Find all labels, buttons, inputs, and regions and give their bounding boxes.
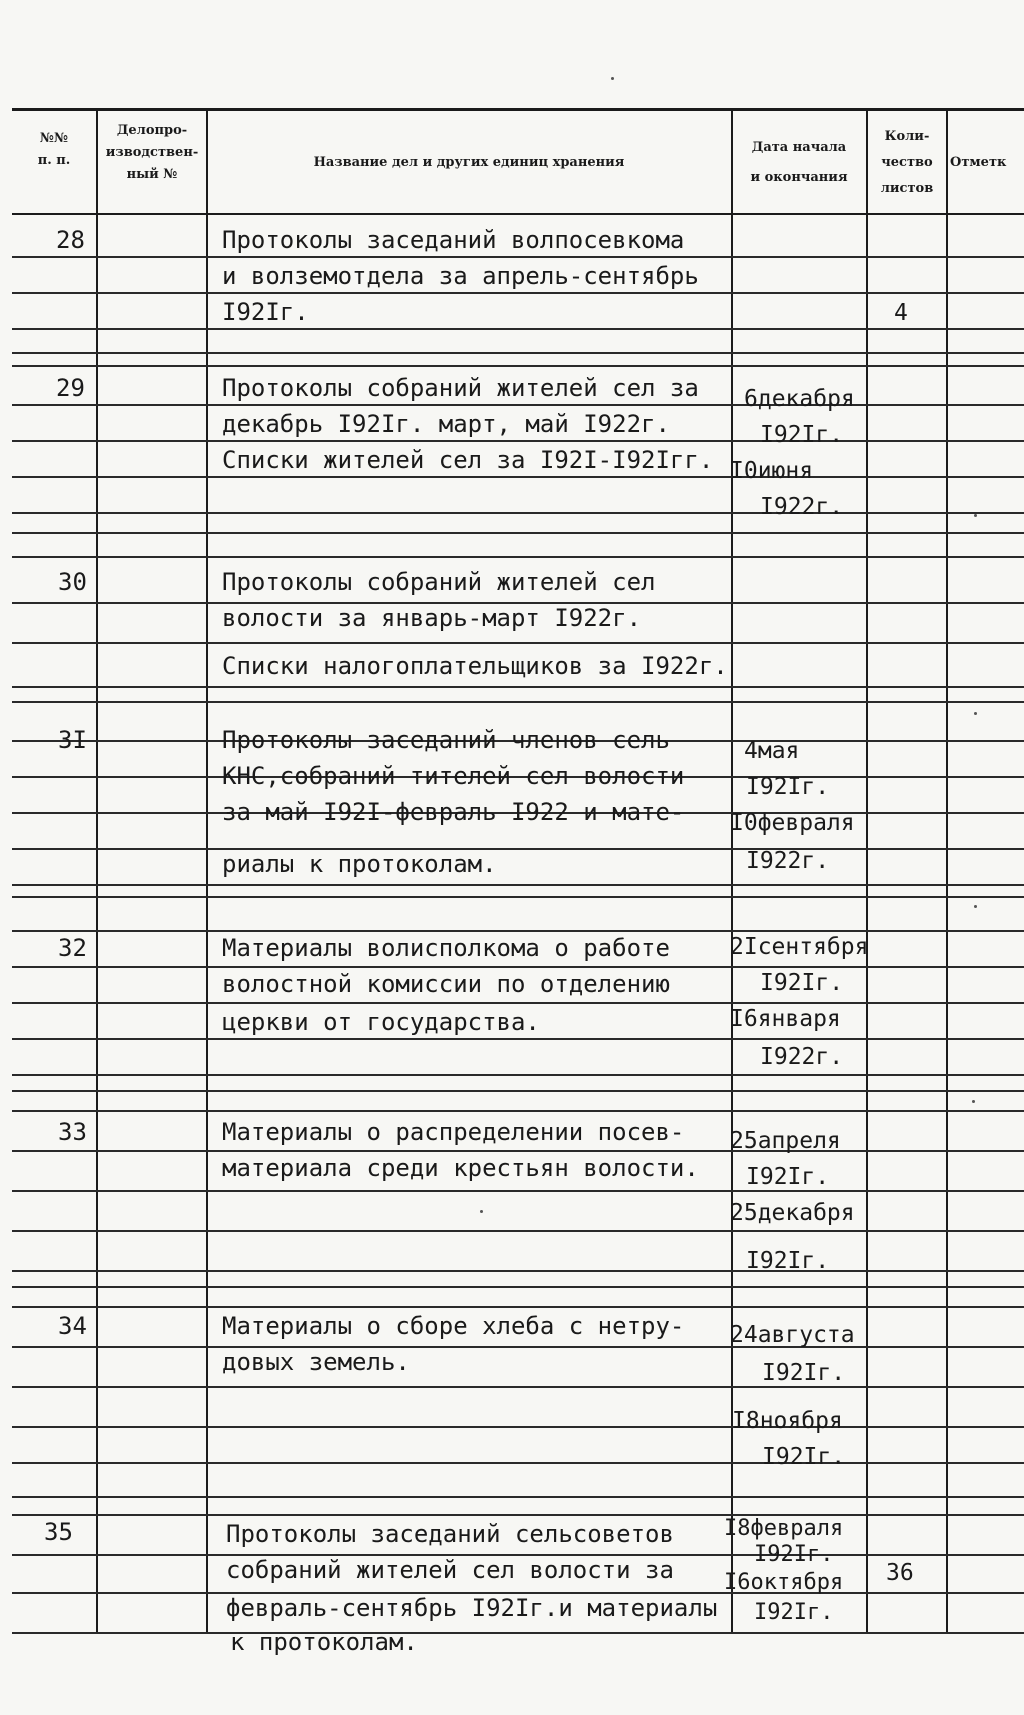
ruled-line — [12, 1426, 1024, 1428]
column-divider-1 — [96, 108, 98, 1633]
entry-title-line: и волземотдела за апрель-сентябрь — [222, 262, 699, 290]
ruled-line — [12, 848, 1024, 850]
ruled-line — [12, 1230, 1024, 1232]
entry-number: 3I — [58, 726, 87, 754]
entry-date: I6октября — [724, 1570, 844, 1595]
entry-title-line: Списки налогоплательщиков за I922г. — [222, 652, 728, 680]
column-divider-3 — [731, 108, 733, 1633]
entry-date: I92Iг. — [746, 774, 830, 800]
entry-number: 35 — [44, 1518, 73, 1546]
entry-title-line: КНС,собраний тителей сел волости — [222, 762, 685, 790]
scan-speck — [972, 1100, 975, 1103]
entry-date: I0июня — [730, 458, 814, 484]
scan-speck — [974, 514, 977, 517]
entry-title-line: волостной комиссии по отделению — [222, 970, 670, 998]
entry-date: 24августа — [730, 1322, 855, 1348]
ruled-line — [12, 1496, 1024, 1498]
scan-speck — [974, 905, 977, 908]
entry-date: I0февраля — [730, 810, 855, 836]
entry-number: 29 — [56, 374, 85, 402]
entry-title-line: I92Iг. — [222, 298, 309, 326]
entry-number: 32 — [58, 934, 87, 962]
header-col-office-number — [98, 120, 206, 186]
entry-title-line: Материалы волисполкома о работе — [222, 934, 670, 962]
ruled-line — [12, 1090, 1024, 1092]
entry-date: I92Iг. — [760, 970, 844, 996]
entry-sheet-count: 36 — [886, 1560, 914, 1586]
ruled-line — [12, 512, 1024, 514]
entry-sheet-count: 4 — [894, 300, 908, 326]
entry-title-line: Протоколы собраний жителей сел за — [222, 374, 699, 402]
header-line: изводствен- — [105, 145, 199, 160]
header-line: Название дел и других единиц хранения — [313, 155, 625, 170]
ruled-line — [12, 476, 1024, 478]
column-divider-5 — [946, 108, 948, 1633]
entry-date: 6декабря — [744, 386, 855, 412]
entry-title-line: Материалы о сборе хлеба с нетру- — [222, 1312, 685, 1340]
ruled-line — [12, 1632, 1024, 1634]
ruled-line — [12, 440, 1024, 442]
ruled-line — [12, 1346, 1024, 1348]
entry-date: 25апреля — [730, 1128, 841, 1154]
entry-title-line: довых земель. — [222, 1348, 410, 1376]
entry-date: I922г. — [760, 1044, 844, 1070]
ruled-line — [12, 1270, 1024, 1272]
ruled-line — [12, 1038, 1024, 1040]
header-col-number — [14, 128, 94, 172]
entry-date: 4мая — [744, 738, 800, 764]
scan-speck — [611, 77, 614, 80]
entry-title-line: Материалы о распределении посев- — [222, 1118, 685, 1146]
ruled-line — [12, 404, 1024, 406]
entry-title-line: Протоколы заседаний волпосевкома — [222, 226, 685, 254]
entry-title-line: Протоколы заседаний членов сель — [222, 726, 670, 754]
entry-date: I6января — [730, 1006, 841, 1032]
ruled-line — [12, 352, 1024, 354]
header-line: Отметк — [950, 155, 1007, 170]
header-line: листов — [880, 181, 934, 196]
entry-date: I92Iг. — [746, 1248, 830, 1274]
ruled-line — [12, 642, 1024, 644]
entry-date: 25декабря — [730, 1200, 855, 1226]
ruled-line — [12, 1002, 1024, 1004]
entry-title-line: Протоколы собраний жителей сел — [222, 568, 656, 596]
ruled-line — [12, 365, 1024, 367]
ruled-line — [12, 556, 1024, 558]
ruled-line — [12, 1386, 1024, 1388]
entry-number: 33 — [58, 1118, 87, 1146]
entry-date: I922г. — [760, 494, 844, 520]
entry-date: I92Iг. — [754, 1542, 834, 1567]
entry-title-line: за май I92I-февраль I922 и мате- — [222, 798, 685, 826]
header-col-title — [208, 152, 730, 174]
header-line: и окончания — [750, 170, 848, 185]
ruled-line — [12, 1306, 1024, 1308]
entry-title-line: декабрь I92Iг. март, май I922г. — [222, 410, 670, 438]
ruled-line — [12, 256, 1024, 258]
entry-title-line: волости за январь-март I922г. — [222, 604, 642, 632]
header-line: Коли- — [884, 129, 930, 144]
header-line: Дата начала — [751, 140, 847, 155]
entry-title-line: Протоколы заседаний сельсоветов — [226, 1520, 674, 1548]
ruled-line — [12, 1514, 1024, 1516]
entry-date: I92Iг. — [762, 1444, 846, 1470]
column-divider-2 — [206, 108, 208, 1633]
header-top-rule — [12, 108, 1024, 111]
entry-number: 28 — [56, 226, 85, 254]
ruled-line — [12, 686, 1024, 688]
entry-number: 34 — [58, 1312, 87, 1340]
entry-title-line: материала среди крестьян волости. — [222, 1154, 699, 1182]
entry-date: I92Iг. — [760, 422, 844, 448]
ruled-line — [12, 1190, 1024, 1192]
ruled-line — [12, 1074, 1024, 1076]
entry-date: I92Iг. — [746, 1164, 830, 1190]
entry-date: 2Iсентября — [730, 934, 869, 960]
header-line: ный № — [126, 167, 178, 182]
header-col-sheet-count — [868, 124, 946, 202]
entry-date: I92Iг. — [762, 1360, 846, 1386]
entry-date: I92Iг. — [754, 1600, 834, 1625]
entry-title-line: церкви от государства. — [222, 1008, 540, 1036]
entry-date: I8февраля — [724, 1516, 844, 1541]
entry-title-line: собраний жителей сел волости за — [226, 1556, 674, 1584]
ruled-line — [12, 701, 1024, 703]
header-bottom-rule — [12, 213, 1024, 215]
ruled-line — [12, 896, 1024, 898]
scan-speck — [480, 1210, 483, 1213]
column-divider-4 — [866, 108, 868, 1633]
header-line: Делопро- — [116, 123, 188, 138]
entry-number: 30 — [58, 568, 87, 596]
header-col-notes — [950, 152, 1024, 174]
entry-date: I922г. — [746, 848, 830, 874]
entry-title-line: риалы к протоколам. — [222, 850, 497, 878]
ruled-line — [12, 1462, 1024, 1464]
entry-title-line: февраль-сентябрь I92Iг.и материалы — [226, 1594, 718, 1622]
ruled-line — [12, 966, 1024, 968]
ruled-line — [12, 532, 1024, 534]
header-line: №№ — [39, 131, 69, 146]
ruled-line — [12, 930, 1024, 932]
header-col-dates — [733, 133, 865, 193]
ruled-line — [12, 1286, 1024, 1288]
header-line: п. п. — [37, 153, 71, 168]
ruled-line — [12, 1150, 1024, 1152]
ruled-line — [12, 884, 1024, 886]
ruled-line — [12, 328, 1024, 330]
ruled-line — [12, 1110, 1024, 1112]
entry-title-line: Списки жителей сел за I92I-I92Iгг. — [222, 446, 714, 474]
entry-title-line: к протоколам. — [230, 1628, 418, 1656]
scan-speck — [974, 712, 977, 715]
entry-date: I8ноября — [732, 1408, 843, 1434]
header-line: чество — [881, 155, 933, 170]
ruled-line — [12, 292, 1024, 294]
